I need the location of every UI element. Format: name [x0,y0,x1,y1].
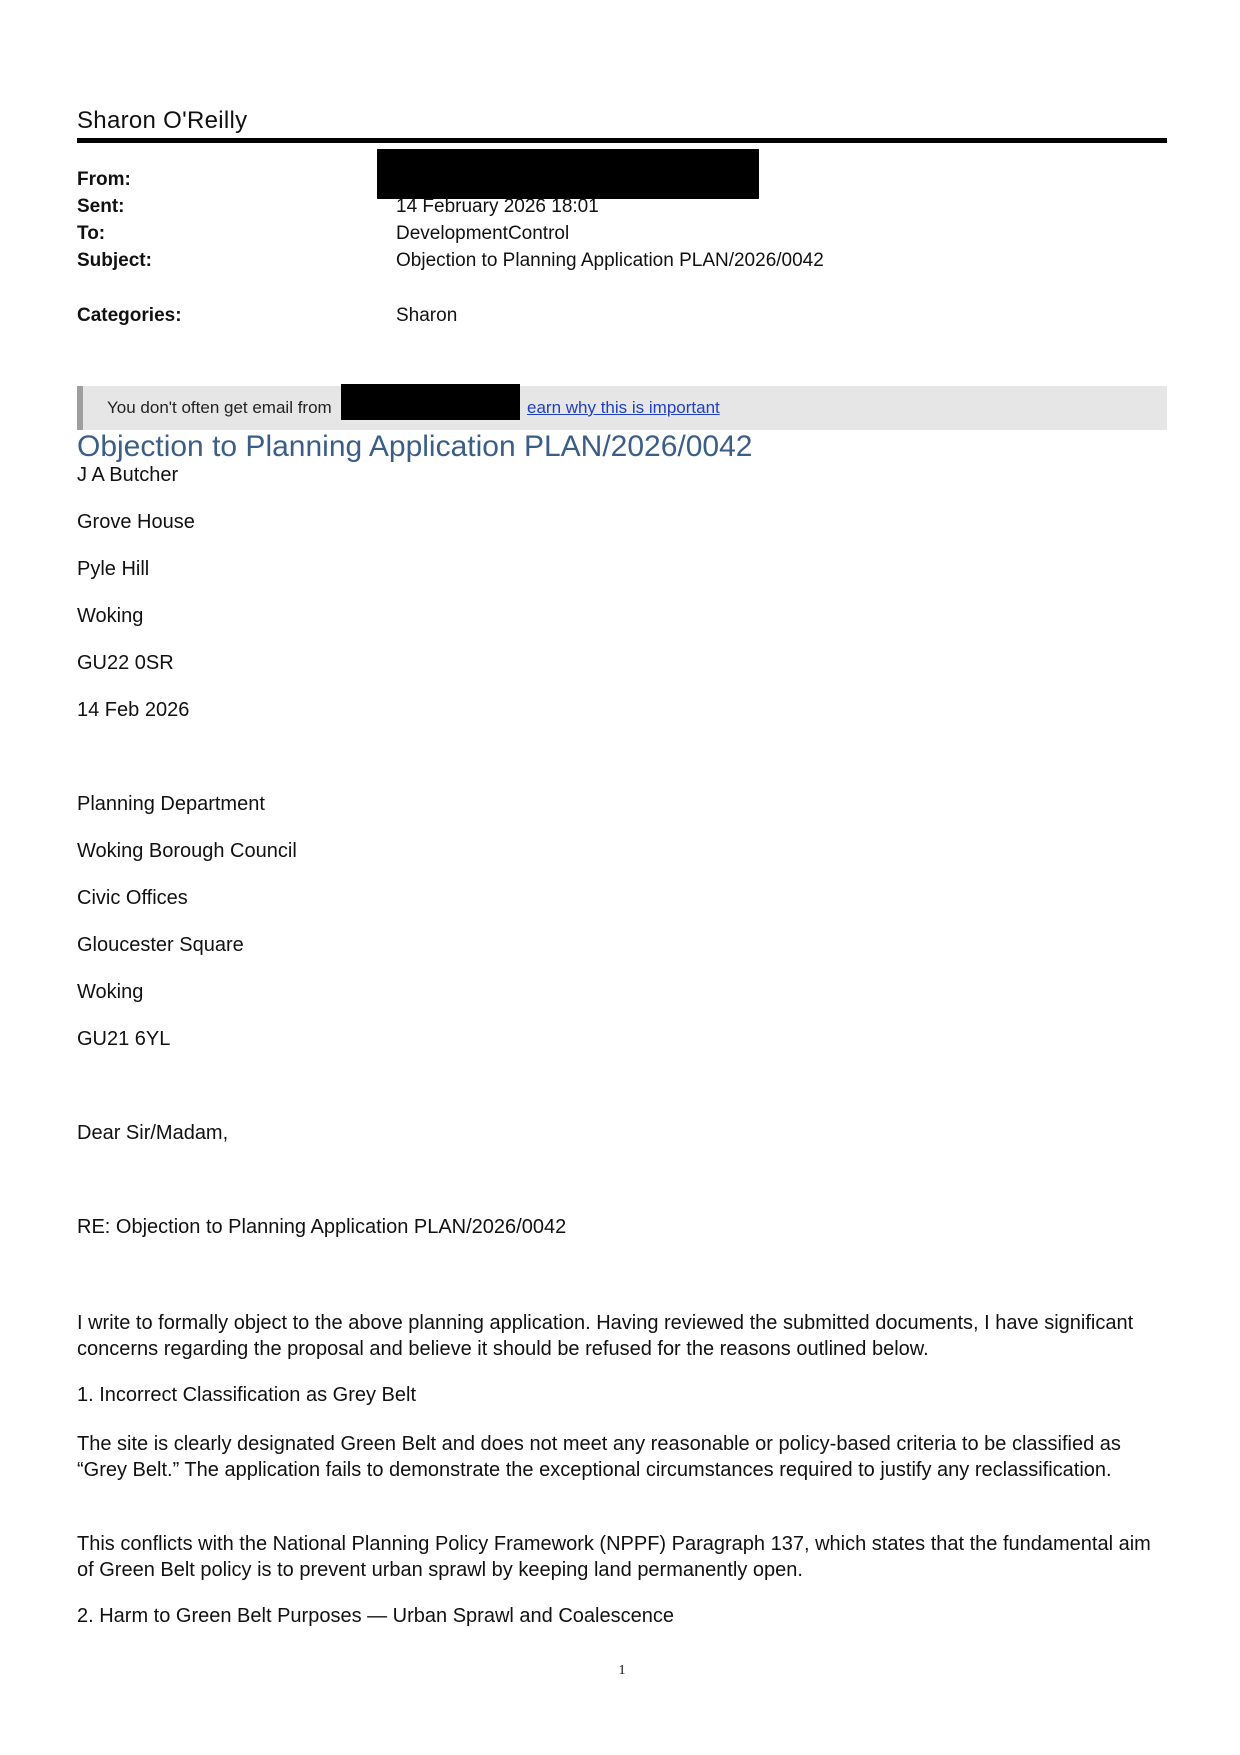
message-heading: Objection to Planning Application PLAN/2026/0042 [77,430,753,463]
letter-date: 14 Feb 2026 [77,699,190,721]
recipient-address-line: Woking Borough Council [77,840,297,862]
sent-value: 14 February 2026 18:01 [396,196,599,217]
sender-address-line: Woking [77,605,144,627]
recipient-address-line: Civic Offices [77,887,188,909]
categories-label: Categories: [77,305,182,326]
redacted-banner-address [341,384,520,420]
from-label: From: [77,169,131,190]
external-sender-banner [77,386,1167,430]
sender-address-line: J A Butcher [77,464,179,486]
subject-value: Objection to Planning Application PLAN/2026/0042 [396,250,824,271]
recipient-address-line: GU21 6YL [77,1028,171,1050]
redacted-sender [377,149,759,199]
recipient-address-line: Planning Department [77,793,265,815]
subject-label: Subject: [77,250,152,271]
point-1-paragraph: This conflicts with the National Planning Policy Framework (NPPF) Paragraph 137, which states that the fundamental aim of Green Belt policy is to prevent urban sprawl by keeping land permanently open. [77,1533,1151,1581]
learn-why-important-link[interactable]: earn why this is important [527,398,720,417]
point-1-title: 1. Incorrect Classification as Grey Belt [77,1384,417,1406]
recipient-address-line: Gloucester Square [77,934,244,956]
intro-paragraph: I write to formally object to the above planning application. Having reviewed the submitted documents, I have significant concerns regarding the proposal and believe it should be refused for the reasons outlined below. [77,1312,1134,1360]
header-rule [77,138,1167,143]
page-number: 1 [618,1663,626,1678]
sender-address-line: Grove House [77,511,195,533]
to-label: To: [77,223,106,244]
point-2-title: 2. Harm to Green Belt Purposes — Urban Sprawl and Coalescence [77,1605,674,1627]
mailbox-owner-name: Sharon O'Reilly [77,107,248,134]
sender-address-line: Pyle Hill [77,558,150,580]
banner-text: You don't often get email from [107,398,332,417]
categories-value: Sharon [396,305,458,326]
to-value: DevelopmentControl [396,223,570,244]
salutation: Dear Sir/Madam, [77,1122,229,1144]
sent-label: Sent: [77,196,125,217]
point-1-paragraph: The site is clearly designated Green Belt and does not meet any reasonable or policy-based criteria to be classified as “Grey Belt.” The application fails to demonstrate the exceptional circumstances required to justify any reclassification. [77,1433,1121,1481]
re-line: RE: Objection to Planning Application PLAN/2026/0042 [77,1216,567,1238]
recipient-address-line: Woking [77,981,144,1003]
sender-address-line: GU22 0SR [77,652,174,674]
